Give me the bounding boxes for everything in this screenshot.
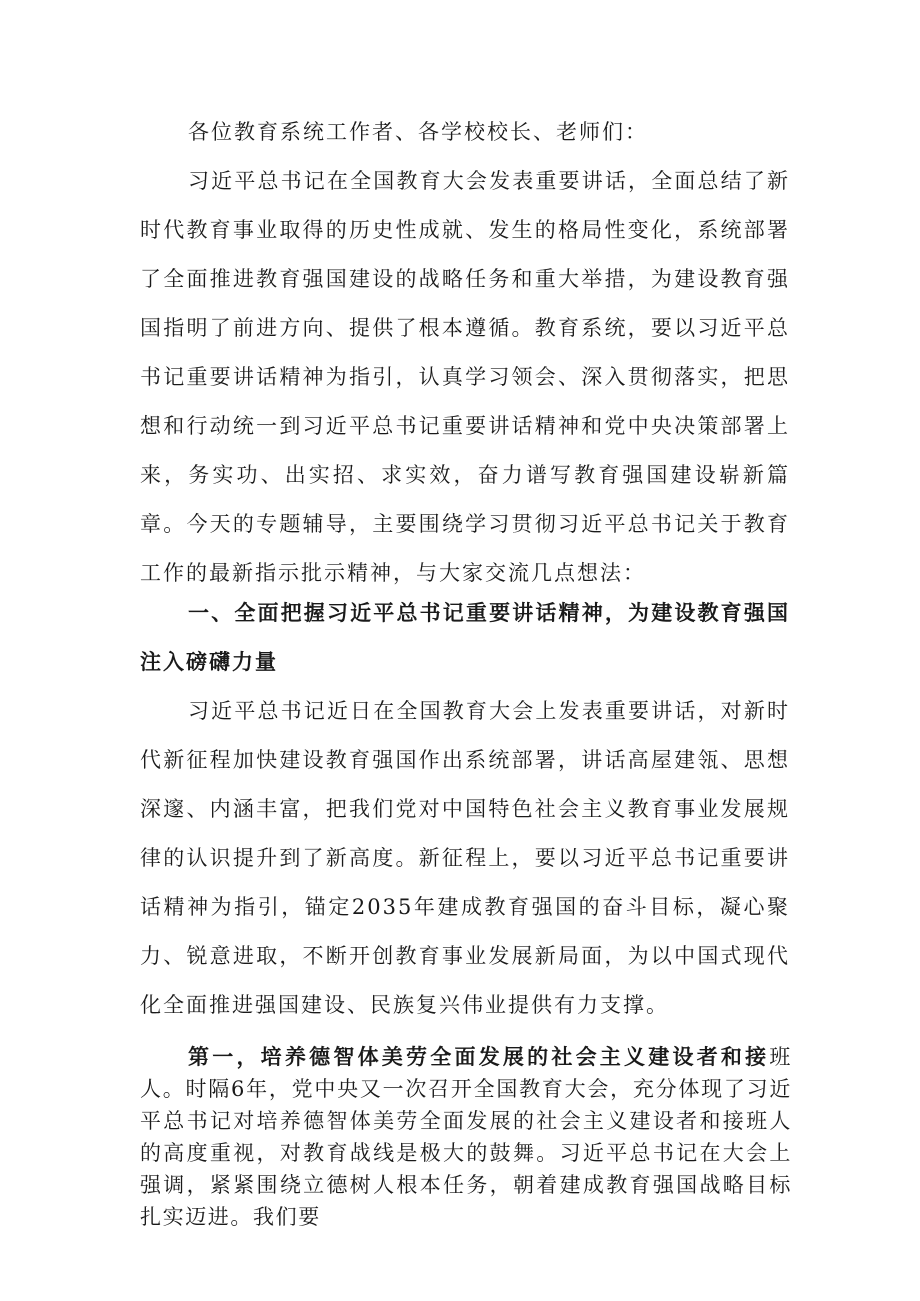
section-heading: 一、全面把握习近平总书记重要讲话精神，为建设教育强国注入磅礴力量: [140, 601, 790, 674]
paragraph-point-1: [140, 1041, 792, 1233]
salutation: 各位教育系统工作者、各学校校长、老师们：: [188, 120, 648, 144]
paragraph-intro: 习近平总书记在全国教育大会发表重要讲话，全面总结了新时代教育事业取得的历史性成就、发生的格局性变化，系统部署了全面推进教育强国建设的战略任务和重大举措，为建设教育强国指明了前进方向、提供了根本遵循。教育系统，要以习近平总书记重要讲话精神为指引，认真学习领会、深入贯彻落实，把思想和行动统一到习近平总书记重要讲话精神和党中央决策部署上来，务实功、出实招、求实效，奋力谱写教育强国建设崭新篇章。今天的专题辅导，主要围绕学习贯彻习近平总书记关于教育工作的最新指示批示精神，与大家交流几点想法：: [140, 169, 790, 585]
paragraph-section-1: 习近平总书记近日在全国教育大会上发表重要讲话，对新时代新征程加快建设教育强国作出系统部署，讲话高屋建瓴、思想深邃、内涵丰富，把我们党对中国特色社会主义教育事业发展规律的认识提升到了新高度。新征程上，要以习近平总书记重要讲话精神为指引，锚定2035年建成教育强国的奋斗目标，凝心聚力、锐意进取，不断开创教育事业发展新局面，为以中国式现代化全面推进强国建设、民族复兴伟业提供有力支撑。: [140, 699, 790, 1017]
paragraph-point-1-body: 班人。时隔6年，党中央又一次召开全国教育大会，充分体现了习近平总书记对培养德智体美劳全面发展的社会主义建设者和接班人的高度重视，对教育战线是极大的鼓舞。习近平总书记在大会上强调，紧紧围绕立德树人根本任务，朝着建成教育强国战略目标扎实迈进。我们要: [140, 1045, 792, 1229]
paragraph-point-1-lead: 第一，培养德智体美劳全面发展的社会主义建设者和接: [188, 1045, 770, 1069]
